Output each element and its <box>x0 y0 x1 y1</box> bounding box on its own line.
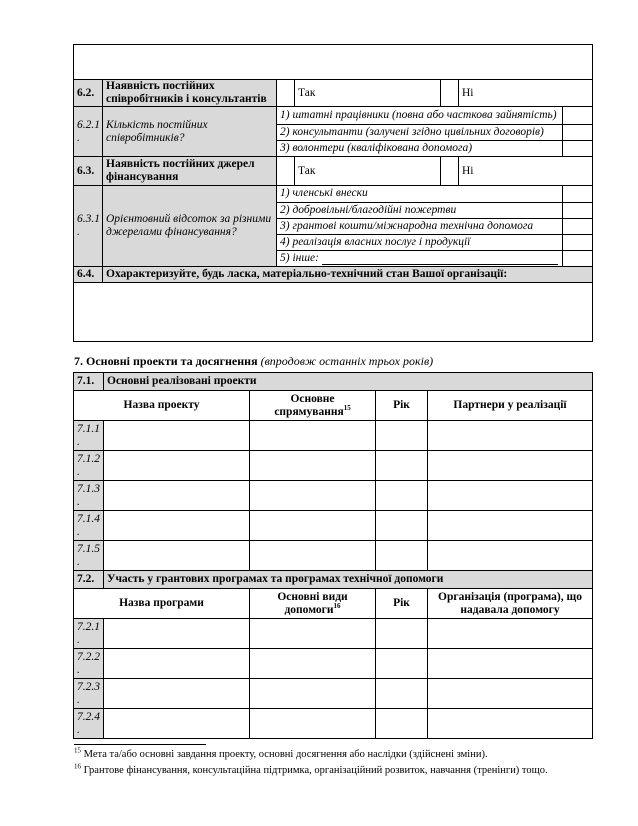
s71-row-num: 7.1.4 . <box>74 511 104 541</box>
s72-header-types: Основні види допомоги$^{16}$ <box>250 589 376 619</box>
s63-no-label: Ні <box>459 157 593 186</box>
s621-opt-2: 2) консультанти (залучені згідно цивільних договорів) <box>277 124 562 140</box>
s72-row-org[interactable] <box>428 709 593 739</box>
s72-row-name[interactable] <box>104 649 250 679</box>
s631-opt-3: 3) грантові кошти/міжнародна технічна допомога <box>277 218 562 234</box>
s71-row-num: 7.1.2 . <box>74 451 104 481</box>
s71-row-year[interactable] <box>376 451 428 481</box>
s72-row-types[interactable] <box>250 649 376 679</box>
s71-row-partners[interactable] <box>428 511 593 541</box>
s631-opt-5: 5) інше: <box>277 250 562 266</box>
s72-row-types[interactable] <box>250 619 376 649</box>
s631-opt-1: 1) членські внески <box>277 186 562 202</box>
s71-row-year[interactable] <box>376 541 428 571</box>
s631-other-line[interactable] <box>322 254 558 265</box>
s71-row-num: 7.1.5 . <box>74 541 104 571</box>
s72-num: 7.2. <box>74 571 104 589</box>
s71-row-direction[interactable] <box>250 541 376 571</box>
s63-yes-box[interactable] <box>277 157 295 186</box>
s72-row-year[interactable] <box>376 619 428 649</box>
s621-opt-1-input[interactable] <box>562 107 592 124</box>
s64-label: Охарактеризуйте, будь ласка, матеріально-технічний стан Вашої організації: <box>103 267 593 283</box>
section7-table <box>73 372 593 739</box>
s62-no-label: Ні <box>459 80 593 107</box>
s71-row-partners[interactable] <box>428 451 593 481</box>
s71-header-year: Рік <box>376 391 428 421</box>
s71-row-year[interactable] <box>376 511 428 541</box>
s72-row-name[interactable] <box>104 679 250 709</box>
s71-row-num: 7.1.1 . <box>74 421 104 451</box>
s63-no-box[interactable] <box>441 157 459 186</box>
s72-row-name[interactable] <box>104 619 250 649</box>
s71-title: Основні реалізовані проекти <box>104 373 593 391</box>
s621-opt-3: 3) волонтери (кваліфікована допомога) <box>277 140 562 156</box>
s63-num: 6.3. <box>74 157 103 186</box>
s631-num: 6.3.1 . <box>74 186 103 267</box>
s72-row-org[interactable] <box>428 649 593 679</box>
s62-num: 6.2. <box>74 80 103 107</box>
s631-opt-2: 2) добровільні/благодійні пожертви <box>277 202 562 218</box>
s631-opt-4: 4) реалізація власних послуг і продукції <box>277 234 562 250</box>
section6-table <box>73 44 593 342</box>
s631-opt-2-input[interactable] <box>562 202 592 218</box>
s71-header-direction: Основне спрямування$^{15}$ <box>250 391 376 421</box>
s72-row-name[interactable] <box>104 709 250 739</box>
s71-row-direction[interactable] <box>250 421 376 451</box>
s71-row-year[interactable] <box>376 481 428 511</box>
s71-row-direction[interactable] <box>250 511 376 541</box>
s71-row-name[interactable] <box>104 541 250 571</box>
s63-label: Наявність постійних джерел фінансування <box>103 157 277 186</box>
s71-row-direction[interactable] <box>250 481 376 511</box>
s71-row-num: 7.1.3 . <box>74 481 104 511</box>
s71-row-name[interactable] <box>104 421 250 451</box>
empty-top-box[interactable] <box>74 45 593 80</box>
s72-row-org[interactable] <box>428 679 593 709</box>
s71-header-name: Назва проекту <box>74 391 250 421</box>
s72-row-year[interactable] <box>376 649 428 679</box>
s621-opt-2-input[interactable] <box>562 124 592 140</box>
s71-row-name[interactable] <box>104 451 250 481</box>
section7-heading: 7. Основні проекти та досягнення (впродовж останніх трьох років) <box>74 354 434 368</box>
s72-header-name: Назва програми <box>74 589 250 619</box>
s621-num: 6.2.1 . <box>74 107 103 157</box>
s621-opt-3-input[interactable] <box>562 140 592 156</box>
footnote-16: $^{16}$ Грантове фінансування, консультаційна підтримка, організаційний розвиток, навчання (тренінги) тощо. <box>74 762 548 776</box>
s72-row-num: 7.2.1 . <box>74 619 104 649</box>
s63-yes-label: Так <box>295 157 441 186</box>
s72-row-num: 7.2.3 . <box>74 679 104 709</box>
s72-header-year: Рік <box>376 589 428 619</box>
s71-row-partners[interactable] <box>428 481 593 511</box>
s71-row-name[interactable] <box>104 481 250 511</box>
s64-answer-box[interactable] <box>74 283 593 342</box>
s72-row-types[interactable] <box>250 709 376 739</box>
s72-row-year[interactable] <box>376 709 428 739</box>
s621-opt-1: 1) штатні працівники (повна або часткова зайнятість) <box>277 107 562 124</box>
s62-label: Наявність постійних співробітників і консультантів <box>103 80 277 107</box>
s64-num: 6.4. <box>74 267 103 283</box>
s71-header-partners: Партнери у реалізації <box>428 391 593 421</box>
s631-options <box>277 186 593 267</box>
s62-yes-label: Так <box>295 80 441 107</box>
s62-yes-box[interactable] <box>277 80 295 107</box>
s72-title: Участь у грантових програмах та програмах технічної допомоги <box>104 571 593 589</box>
s71-row-year[interactable] <box>376 421 428 451</box>
s72-row-num: 7.2.4 . <box>74 709 104 739</box>
s621-label: Кількість постійних співробітників? <box>103 107 277 157</box>
s72-row-year[interactable] <box>376 679 428 709</box>
s62-no-box[interactable] <box>441 80 459 107</box>
s71-row-direction[interactable] <box>250 451 376 481</box>
s71-row-partners[interactable] <box>428 541 593 571</box>
s71-row-partners[interactable] <box>428 421 593 451</box>
s71-num: 7.1. <box>74 373 104 391</box>
footnote-15: $^{15}$ Мета та/або основні завдання проекту, основні досягнення або наслідки (здійснені зміни). <box>74 746 488 760</box>
footnote-divider <box>74 744 206 745</box>
s72-header-org: Організація (програма), що надавала допомогу <box>428 589 593 619</box>
s621-options <box>277 107 593 157</box>
s631-opt-3-input[interactable] <box>562 218 592 234</box>
s72-row-types[interactable] <box>250 679 376 709</box>
s72-row-num: 7.2.2 . <box>74 649 104 679</box>
s631-opt-4-input[interactable] <box>562 234 592 250</box>
s631-opt-5-input[interactable] <box>562 250 592 266</box>
s71-row-name[interactable] <box>104 511 250 541</box>
s631-label: Орієнтовний відсоток за різними джерелами фінансування? <box>103 186 277 267</box>
s631-opt-1-input[interactable] <box>562 186 592 202</box>
s72-row-org[interactable] <box>428 619 593 649</box>
